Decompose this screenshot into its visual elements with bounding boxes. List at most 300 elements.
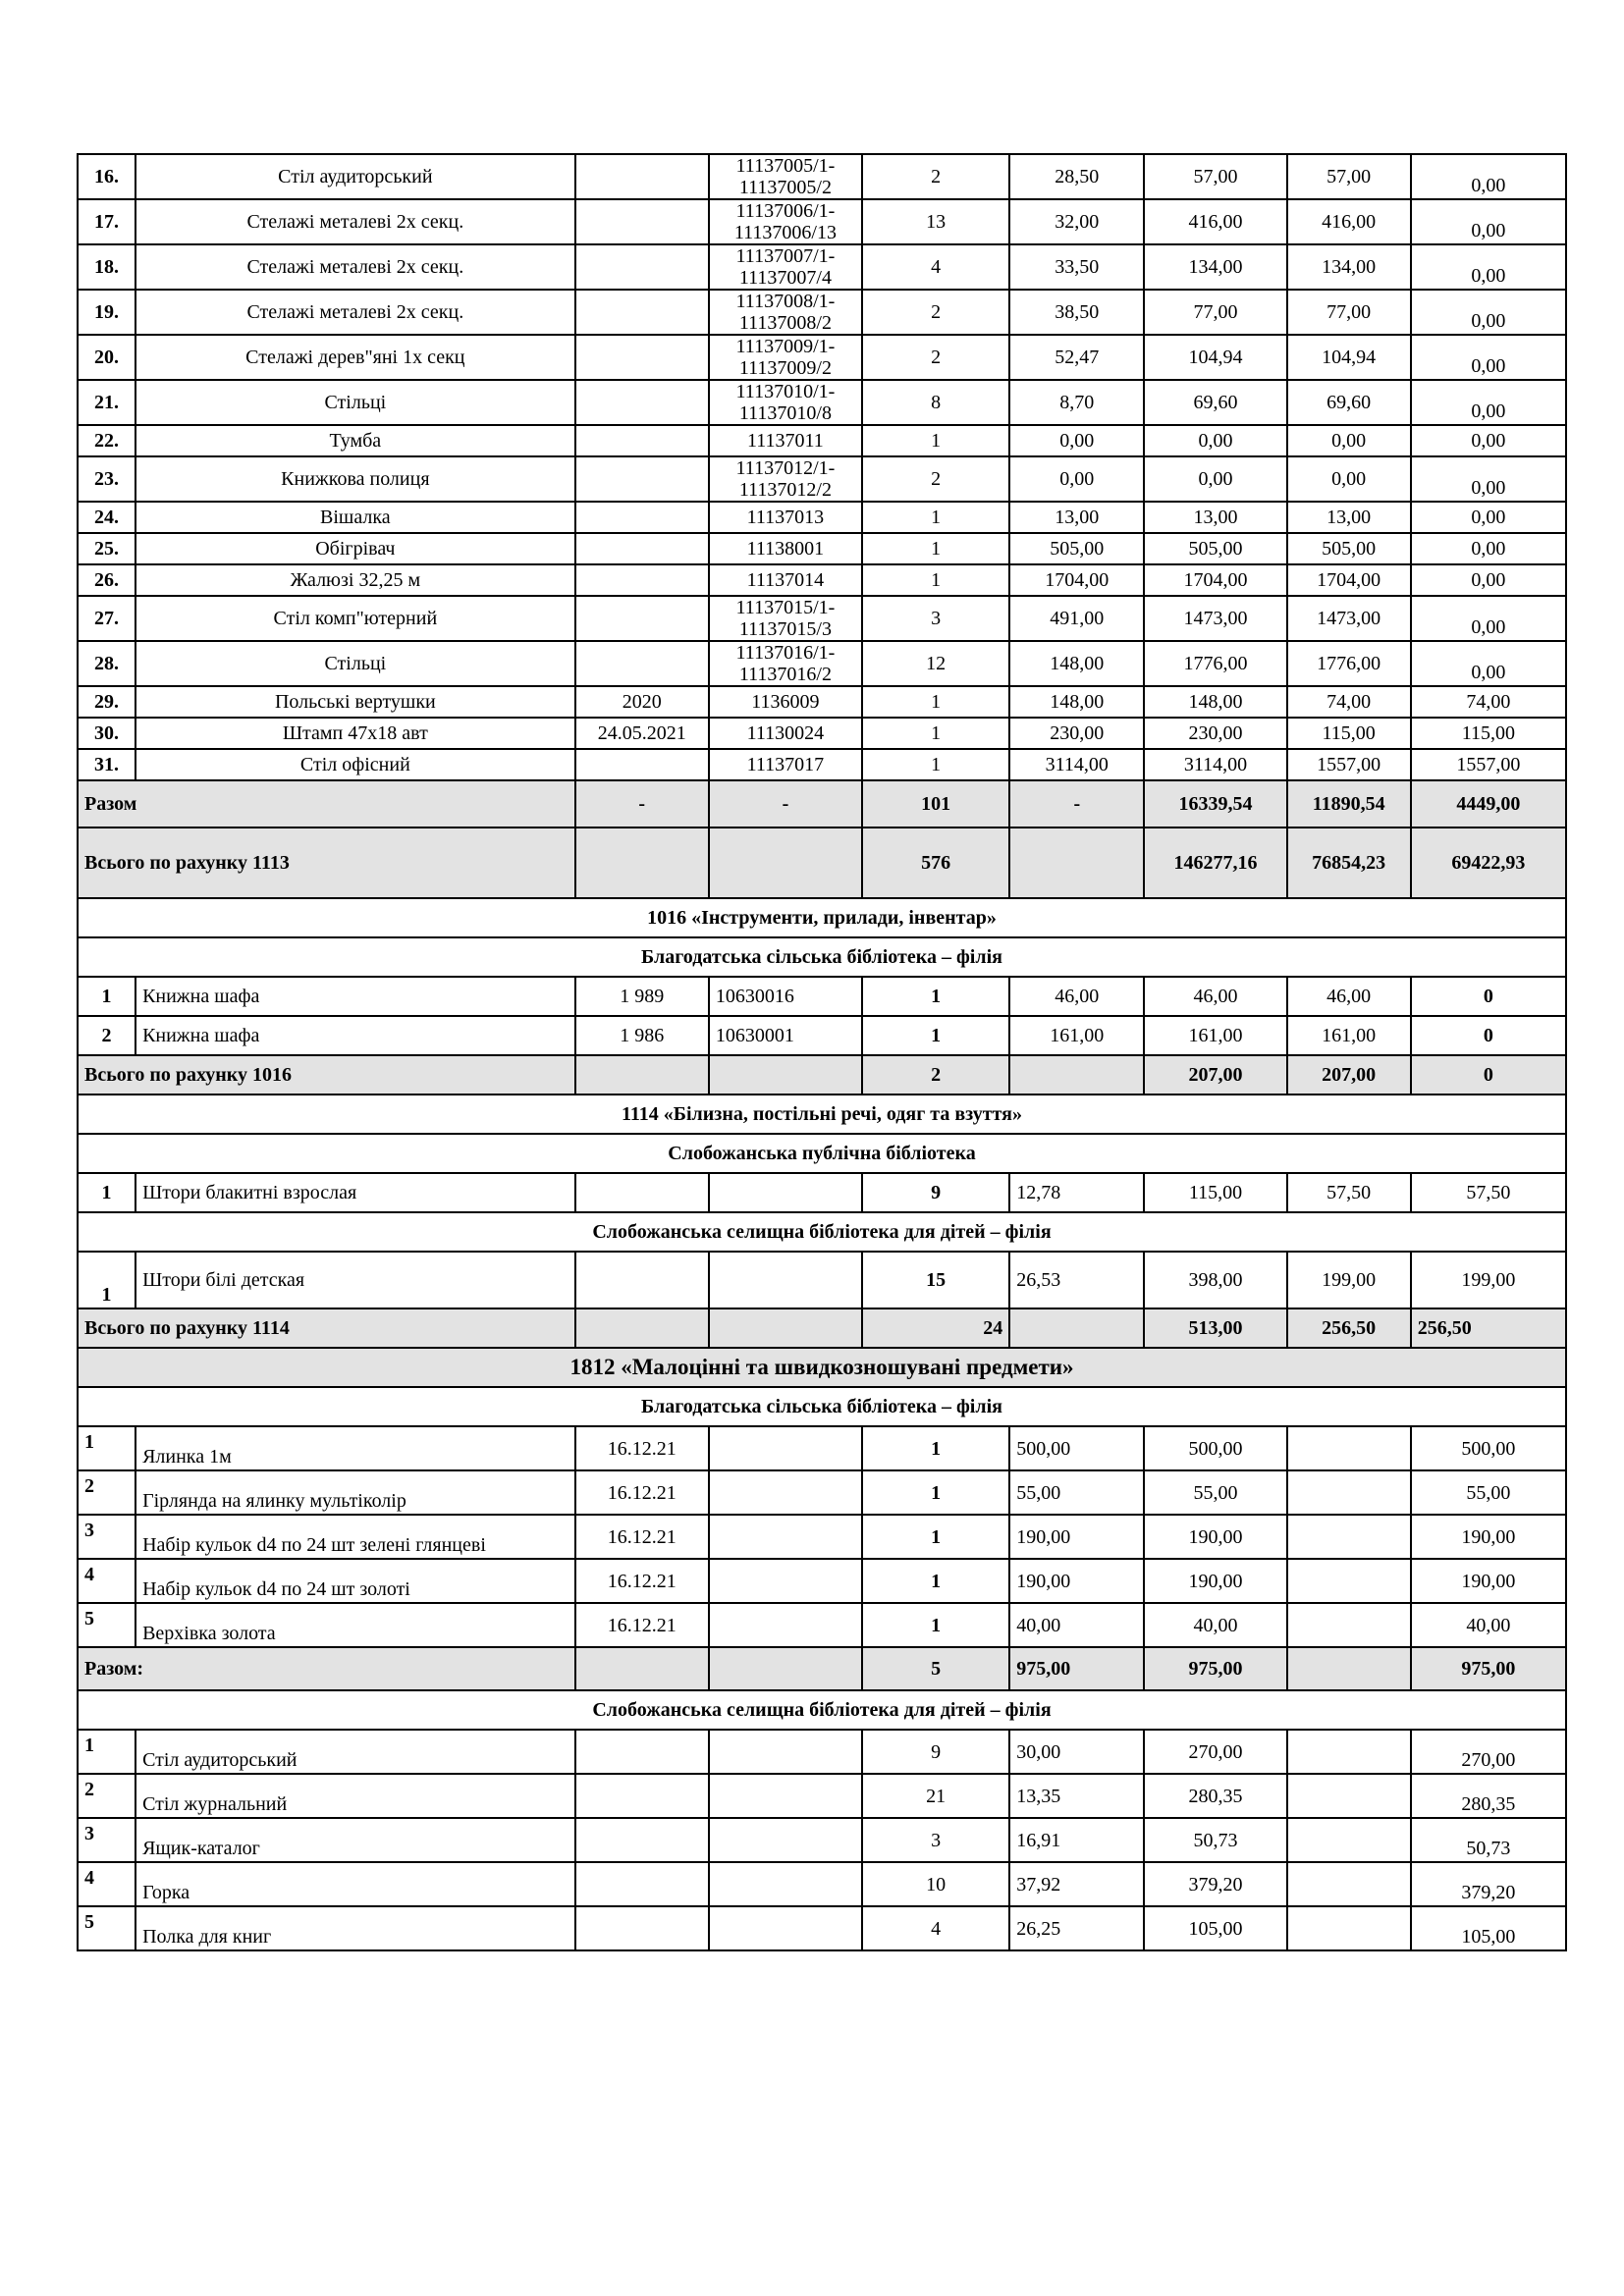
unit-price: 40,00: [1009, 1603, 1144, 1647]
residual-value: 0,00: [1411, 244, 1566, 290]
item-year: [575, 199, 709, 244]
item-year: [575, 244, 709, 290]
library-name: Слобожанська публічна бібліотека: [78, 1134, 1566, 1173]
amount: 3114,00: [1144, 749, 1286, 780]
inventory-number: 11137011: [709, 425, 862, 456]
table-row: [78, 199, 1566, 244]
quantity: 1: [862, 564, 1009, 596]
depreciation: 77,00: [1287, 290, 1411, 335]
table-cell: [709, 1774, 862, 1818]
row-number: 4: [78, 1559, 135, 1603]
item-year: [575, 533, 709, 564]
section-header: [78, 898, 1566, 937]
unit-price: 30,00: [1009, 1730, 1144, 1774]
item-name: Стіл журнальний: [135, 1774, 575, 1818]
depreciation: 13,00: [1287, 502, 1411, 533]
item-year: [575, 596, 709, 641]
item-year: 1 989: [575, 977, 709, 1016]
item-name: Стіл аудиторський: [135, 154, 575, 199]
library-header: [78, 1134, 1566, 1173]
row-number: 2: [78, 1774, 135, 1818]
amount: 57,00: [1144, 154, 1286, 199]
item-name: Ялинка 1м: [135, 1426, 575, 1470]
unit-price: 32,00: [1009, 199, 1144, 244]
table-cell: 4449,00: [1411, 780, 1566, 828]
depreciation: 1776,00: [1287, 641, 1411, 686]
item-name: Стіл офісний: [135, 749, 575, 780]
table-row: [78, 1016, 1566, 1055]
unit-price: 8,70: [1009, 380, 1144, 425]
depreciation: 161,00: [1287, 1016, 1411, 1055]
item-name: Польські вертушки: [135, 686, 575, 718]
table-cell: 0: [1411, 1055, 1566, 1095]
item-year: [575, 456, 709, 502]
table-cell: 256,50: [1287, 1308, 1411, 1348]
table-row: [78, 456, 1566, 502]
table-cell: 975,00: [1411, 1647, 1566, 1690]
unit-price: 1704,00: [1009, 564, 1144, 596]
item-name: Штамп 47х18 авт: [135, 718, 575, 749]
table-cell: -: [1009, 780, 1144, 828]
depreciation: 416,00: [1287, 199, 1411, 244]
table-cell: -: [709, 780, 862, 828]
table-row: [78, 749, 1566, 780]
row-number: 1: [78, 1252, 135, 1308]
table-row: [78, 380, 1566, 425]
unit-price: 500,00: [1009, 1426, 1144, 1470]
section-header: [78, 1095, 1566, 1134]
amount: 1704,00: [1144, 564, 1286, 596]
unit-price: 13,00: [1009, 502, 1144, 533]
item-name: Жалюзі 32,25 м: [135, 564, 575, 596]
unit-price: 12,78: [1009, 1173, 1144, 1212]
inventory-number: 11137017: [709, 749, 862, 780]
row-number: 1: [78, 1730, 135, 1774]
residual-value: 0,00: [1411, 533, 1566, 564]
residual-value: 0,00: [1411, 641, 1566, 686]
table-cell: [575, 1173, 709, 1212]
amount: 105,00: [1144, 1906, 1286, 1950]
residual-value: 0,00: [1411, 335, 1566, 380]
item-year: 24.05.2021: [575, 718, 709, 749]
unit-price: 26,53: [1009, 1252, 1144, 1308]
item-name: Стільці: [135, 380, 575, 425]
quantity: 12: [862, 641, 1009, 686]
table-cell: [709, 828, 862, 898]
table-cell: [1287, 1559, 1411, 1603]
residual-value: 115,00: [1411, 718, 1566, 749]
table-cell: [1287, 1774, 1411, 1818]
item-year: [575, 290, 709, 335]
quantity: 1: [862, 718, 1009, 749]
item-name: Штори блакитні взрослая: [135, 1173, 575, 1212]
table-row: [78, 1862, 1566, 1906]
table-row: [78, 244, 1566, 290]
item-name: Полка для книг: [135, 1906, 575, 1950]
quantity: 1: [862, 1515, 1009, 1559]
inventory-number: 1136009: [709, 686, 862, 718]
table-cell: [709, 1862, 862, 1906]
item-name: Ящик-каталог: [135, 1818, 575, 1862]
table-cell: [709, 1252, 862, 1308]
table-cell: [1287, 1730, 1411, 1774]
item-name: Стіл аудиторський: [135, 1730, 575, 1774]
subtotal-row: [78, 1647, 1566, 1690]
table-row: [78, 1818, 1566, 1862]
table-row: [78, 564, 1566, 596]
table-cell: [575, 1252, 709, 1308]
residual-value: 190,00: [1411, 1515, 1566, 1559]
row-number: 1: [78, 1173, 135, 1212]
row-number: 26.: [78, 564, 135, 596]
item-name: Обігрівач: [135, 533, 575, 564]
table-row: [78, 686, 1566, 718]
item-name: Стелажі металеві 2х секц.: [135, 244, 575, 290]
inventory-number: 11130024: [709, 718, 862, 749]
depreciation: 115,00: [1287, 718, 1411, 749]
item-year: 16.12.21: [575, 1426, 709, 1470]
table-row: [78, 1774, 1566, 1818]
item-year: [575, 154, 709, 199]
section-header: [78, 1348, 1566, 1387]
unit-price: 161,00: [1009, 1016, 1144, 1055]
table-cell: 57,50: [1287, 1173, 1411, 1212]
row-number: 2: [78, 1016, 135, 1055]
item-name: Стіл комп"ютерний: [135, 596, 575, 641]
row-number: 27.: [78, 596, 135, 641]
amount: 230,00: [1144, 718, 1286, 749]
quantity: 1: [862, 1559, 1009, 1603]
table-row: [78, 1470, 1566, 1515]
table-row: [78, 425, 1566, 456]
quantity: 8: [862, 380, 1009, 425]
inventory-number: 11137010/1- 11137010/8: [709, 380, 862, 425]
amount: 13,00: [1144, 502, 1286, 533]
table-row: [78, 596, 1566, 641]
residual-value: 0,00: [1411, 154, 1566, 199]
depreciation: 134,00: [1287, 244, 1411, 290]
table-cell: 11890,54: [1287, 780, 1411, 828]
depreciation: 0,00: [1287, 456, 1411, 502]
table-cell: 398,00: [1144, 1252, 1286, 1308]
table-cell: [709, 1515, 862, 1559]
table-cell: 76854,23: [1287, 828, 1411, 898]
quantity: 1: [862, 425, 1009, 456]
residual-value: 379,20: [1411, 1862, 1566, 1906]
item-year: 1 986: [575, 1016, 709, 1055]
table-row: [78, 335, 1566, 380]
table-cell: [1287, 1603, 1411, 1647]
table-cell: [709, 1730, 862, 1774]
quantity: 1: [862, 686, 1009, 718]
unit-price: 3114,00: [1009, 749, 1144, 780]
subtotal-label: Разом: [78, 780, 575, 828]
residual-value: 0: [1411, 977, 1566, 1016]
unit-price: 55,00: [1009, 1470, 1144, 1515]
amount: 500,00: [1144, 1426, 1286, 1470]
table-cell: [1009, 1308, 1144, 1348]
depreciation: 1557,00: [1287, 749, 1411, 780]
row-number: 20.: [78, 335, 135, 380]
unit-price: 38,50: [1009, 290, 1144, 335]
quantity: 4: [862, 1906, 1009, 1950]
inventory-number: 10630001: [709, 1016, 862, 1055]
table-cell: [575, 1862, 709, 1906]
quantity: 3: [862, 1818, 1009, 1862]
quantity: 2: [862, 335, 1009, 380]
row-number: 21.: [78, 380, 135, 425]
amount: 161,00: [1144, 1016, 1286, 1055]
unit-price: 190,00: [1009, 1559, 1144, 1603]
amount: 134,00: [1144, 244, 1286, 290]
library-name: Благодатська сільська бібліотека – філія: [78, 937, 1566, 977]
unit-price: 16,91: [1009, 1818, 1144, 1862]
item-name: Верхівка золота: [135, 1603, 575, 1647]
amount: 0,00: [1144, 456, 1286, 502]
depreciation: 69,60: [1287, 380, 1411, 425]
library-header: [78, 1212, 1566, 1252]
item-year: 16.12.21: [575, 1470, 709, 1515]
row-number: 4: [78, 1862, 135, 1906]
quantity: 1: [862, 502, 1009, 533]
unit-price: 148,00: [1009, 641, 1144, 686]
unit-price: 0,00: [1009, 425, 1144, 456]
residual-value: 270,00: [1411, 1730, 1566, 1774]
item-name: Стелажі дерев"яні 1х секц: [135, 335, 575, 380]
item-year: [575, 641, 709, 686]
row-number: 22.: [78, 425, 135, 456]
inventory-number: 11137007/1- 11137007/4: [709, 244, 862, 290]
table-cell: 146277,16: [1144, 828, 1286, 898]
unit-price: 37,92: [1009, 1862, 1144, 1906]
unit-price: 52,47: [1009, 335, 1144, 380]
amount: 280,35: [1144, 1774, 1286, 1818]
table-cell: [1287, 1426, 1411, 1470]
item-name: Книжна шафа: [135, 977, 575, 1016]
table-cell: 199,00: [1287, 1252, 1411, 1308]
row-number: 23.: [78, 456, 135, 502]
account-total-row: [78, 1308, 1566, 1348]
table-cell: [1009, 828, 1144, 898]
table-cell: [1287, 1470, 1411, 1515]
row-number: 2: [78, 1470, 135, 1515]
amount: 190,00: [1144, 1559, 1286, 1603]
quantity: 2: [862, 154, 1009, 199]
depreciation: 57,00: [1287, 154, 1411, 199]
amount: 148,00: [1144, 686, 1286, 718]
table-cell: [709, 1173, 862, 1212]
table-cell: 576: [862, 828, 1009, 898]
item-name: Стелажі металеві 2х секц.: [135, 199, 575, 244]
item-name: Горка: [135, 1862, 575, 1906]
amount: 55,00: [1144, 1470, 1286, 1515]
amount: 1776,00: [1144, 641, 1286, 686]
quantity: 15: [862, 1252, 1009, 1308]
account-section-title: 1812 «Малоцінні та швидкозношувані предмети»: [78, 1348, 1566, 1387]
library-header: [78, 1387, 1566, 1426]
inventory-number: 11137014: [709, 564, 862, 596]
table-cell: [709, 1818, 862, 1862]
depreciation: 104,94: [1287, 335, 1411, 380]
row-number: 5: [78, 1603, 135, 1647]
item-name: Стільці: [135, 641, 575, 686]
table-row: [78, 977, 1566, 1016]
table-cell: 975,00: [1144, 1647, 1286, 1690]
table-cell: -: [575, 780, 709, 828]
row-number: 18.: [78, 244, 135, 290]
unit-price: 491,00: [1009, 596, 1144, 641]
table-cell: [709, 1906, 862, 1950]
residual-value: 50,73: [1411, 1818, 1566, 1862]
residual-value: 0,00: [1411, 425, 1566, 456]
amount: 1473,00: [1144, 596, 1286, 641]
item-year: [575, 335, 709, 380]
inventory-number: 11137012/1- 11137012/2: [709, 456, 862, 502]
item-year: 16.12.21: [575, 1603, 709, 1647]
depreciation: 0,00: [1287, 425, 1411, 456]
quantity: 9: [862, 1173, 1009, 1212]
account-section-title: 1114 «Білизна, постільні речі, одяг та взуття»: [78, 1095, 1566, 1134]
row-number: 30.: [78, 718, 135, 749]
table-cell: [575, 828, 709, 898]
table-row: [78, 1173, 1566, 1212]
row-number: 3: [78, 1818, 135, 1862]
item-year: 16.12.21: [575, 1559, 709, 1603]
table-cell: [709, 1426, 862, 1470]
item-year: [575, 502, 709, 533]
inventory-number: 11137009/1- 11137009/2: [709, 335, 862, 380]
residual-value: 0: [1411, 1016, 1566, 1055]
item-name: Набір кульок d4 по 24 шт зелені глянцеві: [135, 1515, 575, 1559]
quantity: 1: [862, 1603, 1009, 1647]
inventory-number: 11137005/1- 11137005/2: [709, 154, 862, 199]
row-number: 1: [78, 1426, 135, 1470]
quantity: 1: [862, 1016, 1009, 1055]
amount: 104,94: [1144, 335, 1286, 380]
quantity: 10: [862, 1862, 1009, 1906]
table-cell: 69422,93: [1411, 828, 1566, 898]
table-cell: 24: [862, 1308, 1009, 1348]
table-row: [78, 154, 1566, 199]
table-cell: 2: [862, 1055, 1009, 1095]
item-year: 16.12.21: [575, 1515, 709, 1559]
unit-price: 26,25: [1009, 1906, 1144, 1950]
library-name: Слобожанська селищна бібліотека для дітей – філія: [78, 1212, 1566, 1252]
inventory-table: [77, 153, 1567, 1951]
quantity: 1: [862, 749, 1009, 780]
quantity: 2: [862, 456, 1009, 502]
amount: 40,00: [1144, 1603, 1286, 1647]
amount: 270,00: [1144, 1730, 1286, 1774]
unit-price: 230,00: [1009, 718, 1144, 749]
depreciation: 1704,00: [1287, 564, 1411, 596]
table-cell: [1009, 1055, 1144, 1095]
residual-value: 105,00: [1411, 1906, 1566, 1950]
quantity: 9: [862, 1730, 1009, 1774]
residual-value: 0,00: [1411, 199, 1566, 244]
amount: 416,00: [1144, 199, 1286, 244]
row-number: 17.: [78, 199, 135, 244]
item-name: Стелажі металеві 2х секц.: [135, 290, 575, 335]
row-number: 5: [78, 1906, 135, 1950]
item-year: [575, 380, 709, 425]
table-cell: 57,50: [1411, 1173, 1566, 1212]
table-cell: [575, 1055, 709, 1095]
residual-value: 1557,00: [1411, 749, 1566, 780]
quantity: 4: [862, 244, 1009, 290]
account-total-label: Всього по рахунку 1114: [78, 1308, 575, 1348]
row-number: 28.: [78, 641, 135, 686]
item-year: [575, 749, 709, 780]
unit-price: 46,00: [1009, 977, 1144, 1016]
row-number: 29.: [78, 686, 135, 718]
unit-price: 148,00: [1009, 686, 1144, 718]
table-cell: 256,50: [1411, 1308, 1566, 1348]
unit-price: 190,00: [1009, 1515, 1144, 1559]
quantity: 1: [862, 533, 1009, 564]
inventory-number: 11137013: [709, 502, 862, 533]
row-number: 31.: [78, 749, 135, 780]
account-section-title: 1016 «Інструменти, прилади, інвентар»: [78, 898, 1566, 937]
row-number: 16.: [78, 154, 135, 199]
library-header: [78, 937, 1566, 977]
table-row: [78, 1559, 1566, 1603]
table-cell: 101: [862, 780, 1009, 828]
library-name: Благодатська сільська бібліотека – філія: [78, 1387, 1566, 1426]
table-row: [78, 1515, 1566, 1559]
unit-price: 0,00: [1009, 456, 1144, 502]
unit-price: 13,35: [1009, 1774, 1144, 1818]
depreciation: 74,00: [1287, 686, 1411, 718]
row-number: 1: [78, 977, 135, 1016]
item-name: Вішалка: [135, 502, 575, 533]
table-cell: [575, 1818, 709, 1862]
table-row: [78, 641, 1566, 686]
table-cell: [1287, 1647, 1411, 1690]
table-row: [78, 1252, 1566, 1308]
residual-value: 0,00: [1411, 564, 1566, 596]
depreciation: 46,00: [1287, 977, 1411, 1016]
amount: 190,00: [1144, 1515, 1286, 1559]
residual-value: 0,00: [1411, 596, 1566, 641]
account-total-label: Всього по рахунку 1113: [78, 828, 575, 898]
table-cell: 207,00: [1144, 1055, 1286, 1095]
table-cell: [709, 1647, 862, 1690]
account-total-label: Всього по рахунку 1016: [78, 1055, 575, 1095]
table-cell: [709, 1470, 862, 1515]
unit-price: 505,00: [1009, 533, 1144, 564]
residual-value: 190,00: [1411, 1559, 1566, 1603]
amount: 77,00: [1144, 290, 1286, 335]
table-row: [78, 718, 1566, 749]
table-cell: [575, 1730, 709, 1774]
residual-value: 500,00: [1411, 1426, 1566, 1470]
quantity: 1: [862, 1426, 1009, 1470]
amount: 46,00: [1144, 977, 1286, 1016]
table-cell: [709, 1308, 862, 1348]
residual-value: 55,00: [1411, 1470, 1566, 1515]
table-cell: [575, 1308, 709, 1348]
table-cell: [1287, 1818, 1411, 1862]
residual-value: 0,00: [1411, 456, 1566, 502]
item-year: [575, 425, 709, 456]
table-cell: [575, 1906, 709, 1950]
quantity: 1: [862, 977, 1009, 1016]
residual-value: 0,00: [1411, 502, 1566, 533]
table-cell: 207,00: [1287, 1055, 1411, 1095]
depreciation: 1473,00: [1287, 596, 1411, 641]
inventory-number: 11137016/1- 11137016/2: [709, 641, 862, 686]
